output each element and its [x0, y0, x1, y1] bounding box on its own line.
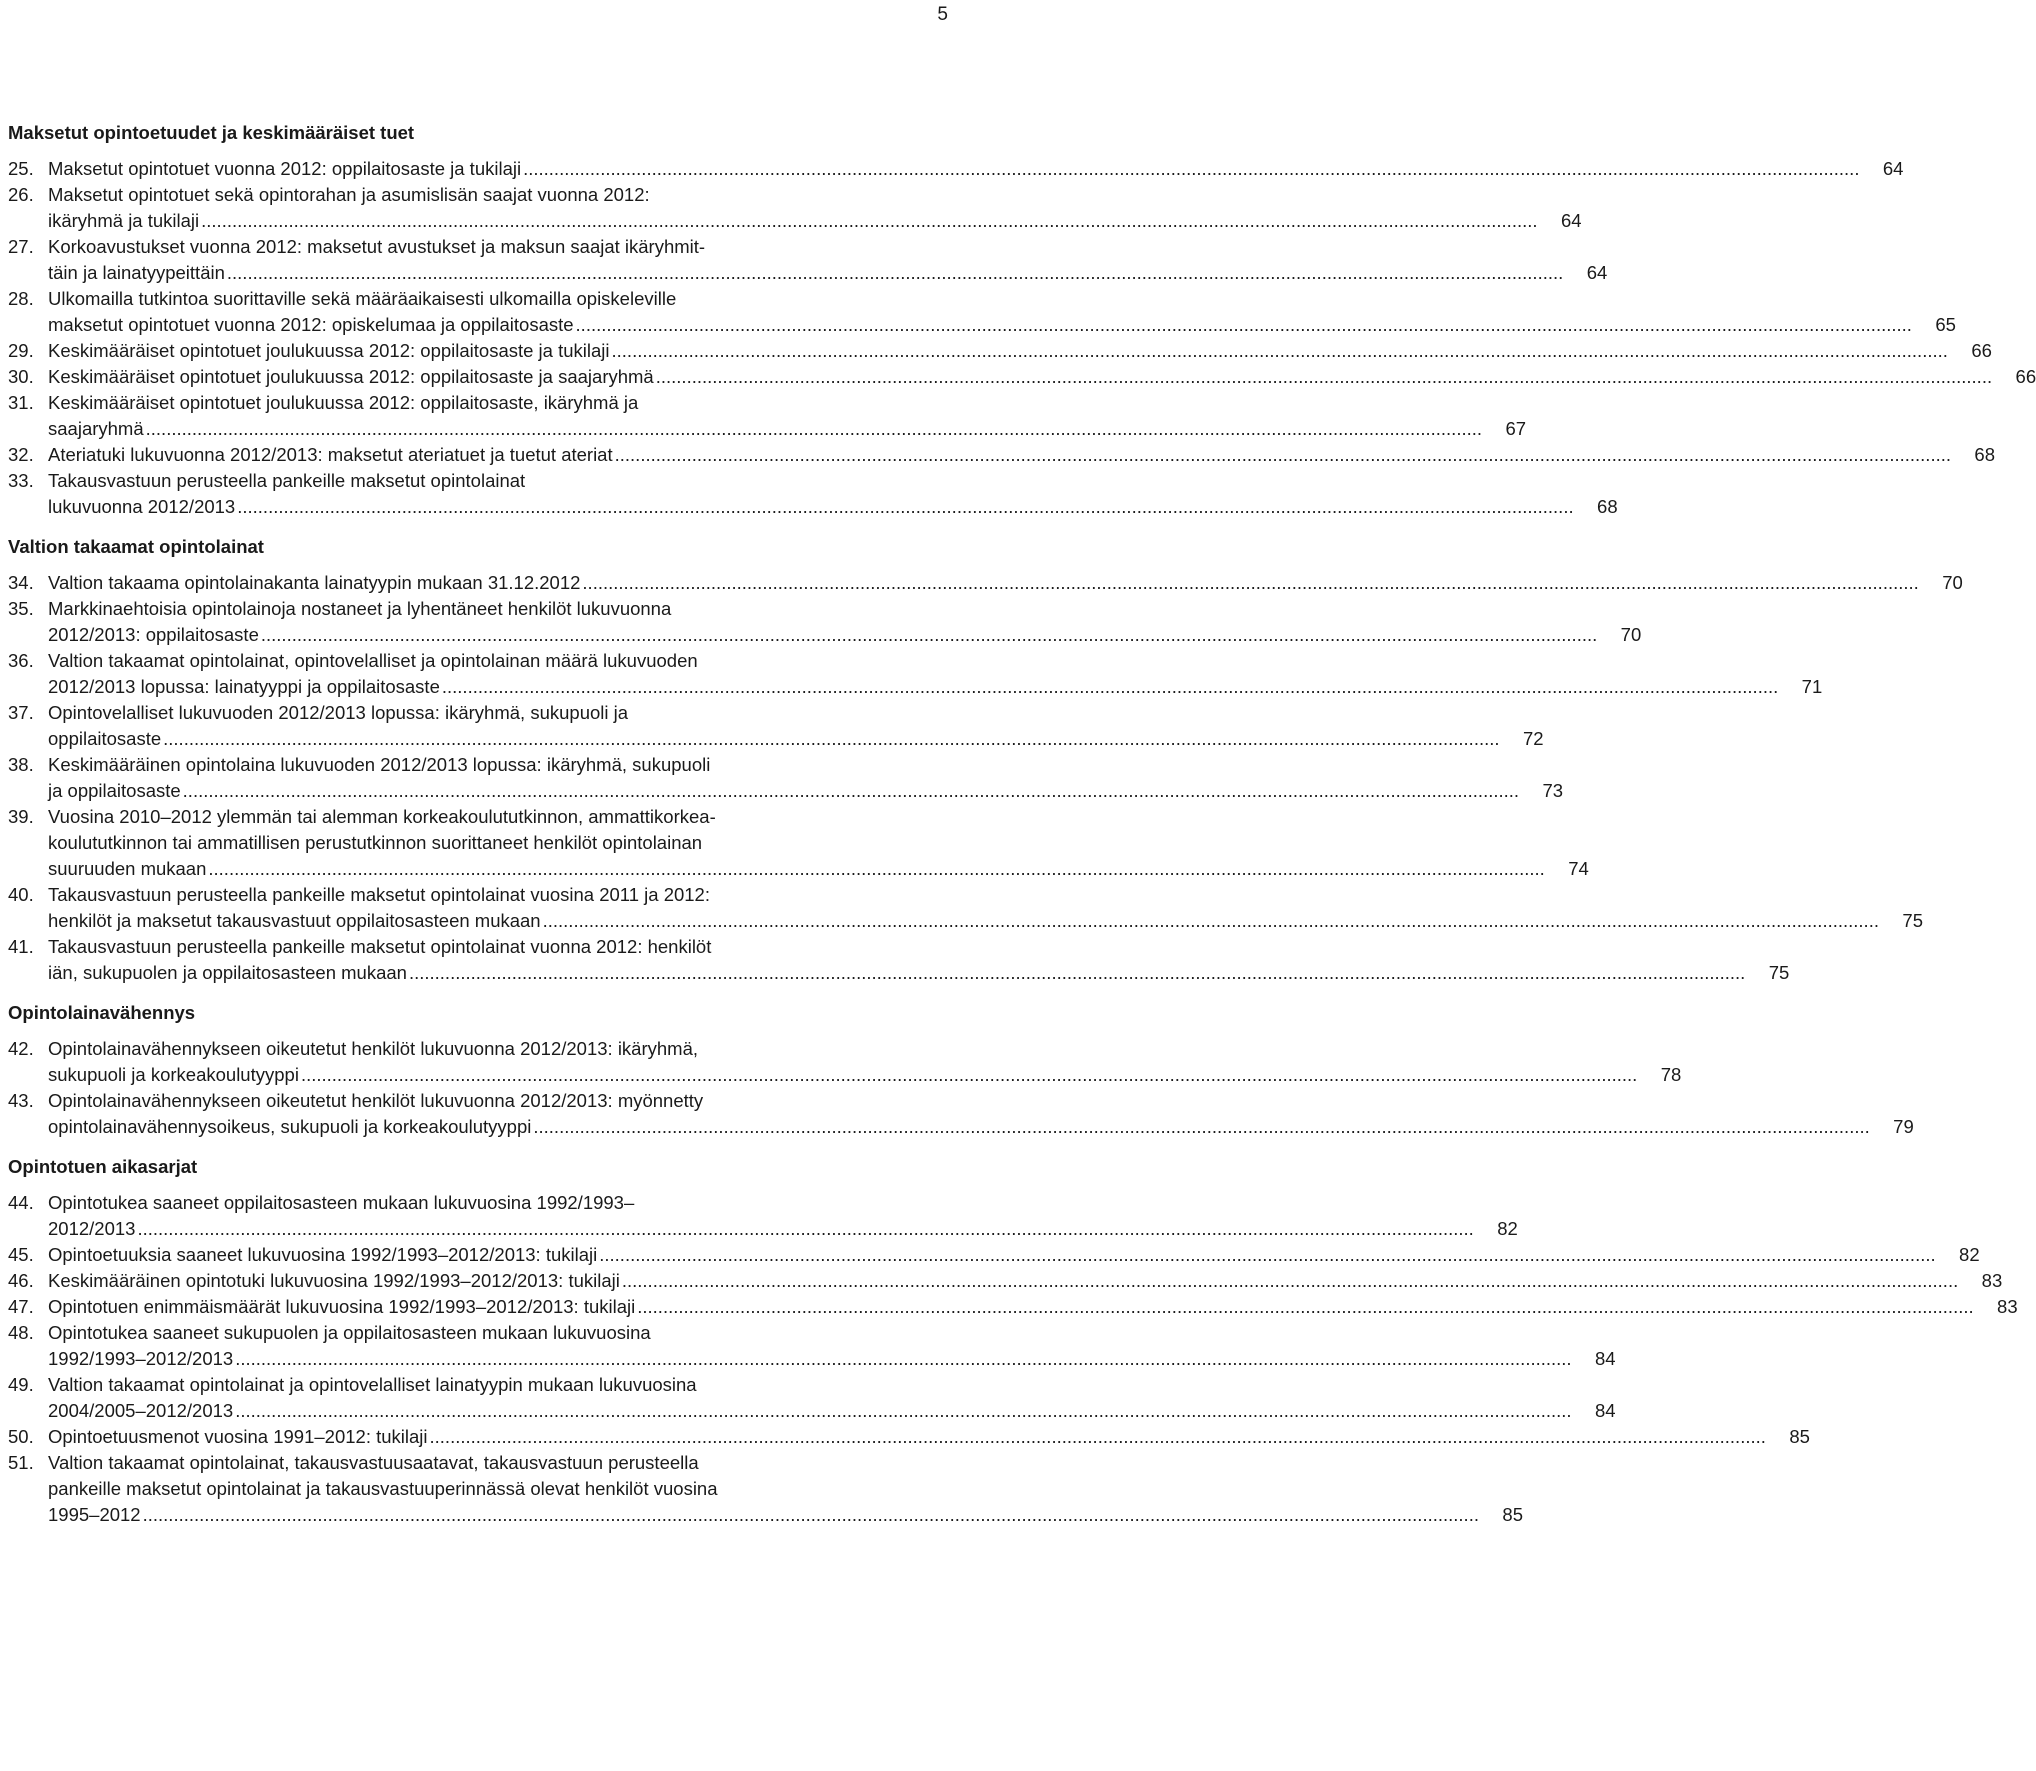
toc-entry-line: Vuosina 2010–2012 ylemmän tai alemman korkeakoulututkinnon, ammattikorkea- — [48, 806, 716, 827]
toc-entry[interactable] — [8, 234, 1608, 286]
toc-entry-line: ja oppilaitosaste — [48, 780, 181, 801]
toc-entry-line: 2012/2013 lopussa: lainatyyppi ja oppilaitosaste — [48, 676, 440, 697]
toc-entry-page: 79 — [1893, 1116, 1914, 1137]
toc-entry-title — [48, 364, 2036, 390]
toc-entry[interactable] — [8, 338, 1992, 364]
section-title: Opintotuen aikasarjat — [8, 1156, 198, 1177]
dot-leader — [430, 1424, 1766, 1450]
toc-entry-page: 75 — [1902, 910, 1923, 931]
toc-entry-page: 64 — [1560, 210, 1582, 231]
toc-entry-line: Keskimääräiset opintotuet joulukuussa 2012: oppilaitosaste ja tukilaji — [48, 340, 610, 361]
dot-leader — [163, 726, 1499, 752]
toc-entry[interactable] — [8, 1320, 1616, 1372]
toc-entry[interactable] — [8, 1372, 1616, 1424]
dot-leader — [656, 364, 1992, 390]
toc-entry[interactable] — [8, 1036, 1682, 1088]
toc-entry-title — [48, 1268, 2002, 1294]
toc-entry[interactable] — [8, 286, 1956, 338]
dot-leader — [301, 1062, 1637, 1088]
toc-entry-number: 40. — [8, 884, 34, 905]
toc-entry-line: Maksetut opintotuet vuonna 2012: oppilaitosaste ja tukilaji — [48, 158, 522, 179]
toc-entry-line: 1992/1993–2012/2013 — [48, 1348, 234, 1369]
toc-entry-line: Maksetut opintotuet sekä opintorahan ja asumislisän saajat vuonna 2012: — [48, 184, 650, 205]
toc-entry-line: Keskimääräinen opintolaina lukuvuoden 2012/2013 lopussa: ikäryhmä, sukupuoli — [48, 754, 711, 775]
toc-entry-number: 44. — [8, 1192, 34, 1213]
toc-entry-line: Ateriatuki lukuvuonna 2012/2013: maksetut ateriatuet ja tuetut ateriat — [48, 444, 613, 465]
toc-entry-line: Korkoavustukset vuonna 2012: maksetut avustukset ja maksun saajat ikäryhmit- — [48, 236, 706, 257]
toc-entry-number: 34. — [8, 572, 34, 593]
toc-entry-line: saajaryhmä — [48, 418, 144, 439]
toc-entry-line: Valtion takaamat opintolainat, takausvastuusaatavat, takausvastuun perusteella — [48, 1452, 699, 1473]
toc-entry-title — [48, 596, 1641, 648]
toc-entry-title — [48, 1320, 1616, 1372]
toc-entry-line: 2012/2013 — [48, 1218, 136, 1239]
toc-entry-line: maksetut opintotuet vuonna 2012: opiskelumaa ja oppilaitosaste — [48, 314, 574, 335]
toc-entry-title — [48, 182, 1582, 234]
toc-entry-line: Takausvastuun perusteella pankeille maksetut opintolainat — [48, 470, 526, 491]
toc-entry[interactable] — [8, 364, 2036, 390]
toc-entry-line: täin ja lainatyypeittäin — [48, 262, 225, 283]
section-title: Opintolainavähennys — [8, 1002, 196, 1023]
dot-leader — [201, 208, 1537, 234]
toc-entry-page: 67 — [1505, 418, 1527, 439]
toc-entry-page: 82 — [1497, 1218, 1518, 1239]
toc-entry-line: Opintotukea saaneet sukupuolen ja oppilaitosasteen mukaan lukuvuosina — [48, 1322, 651, 1343]
toc-entry-title — [48, 648, 1822, 700]
toc-entry-line: iän, sukupuolen ja oppilaitosasteen mukaan — [48, 962, 407, 983]
dot-leader — [599, 1242, 1935, 1268]
toc-entry-number: 37. — [8, 702, 34, 723]
toc-entry-page: 72 — [1522, 728, 1544, 749]
toc-entry-page: 85 — [1789, 1426, 1810, 1447]
toc-section — [8, 1154, 2018, 1528]
toc-entry-line: lukuvuonna 2012/2013 — [48, 496, 236, 517]
dot-leader — [146, 416, 1482, 442]
dot-leader — [261, 622, 1597, 648]
toc-entry-page: 66 — [2015, 366, 2036, 387]
toc-entry-line: 2004/2005–2012/2013 — [48, 1400, 234, 1421]
toc-entry-title — [48, 1424, 1810, 1450]
toc-entry-line: Opintotuen enimmäismäärät lukuvuosina 1992/1993–2012/2013: tukilaji — [48, 1296, 636, 1317]
toc-entry-page: 64 — [1586, 262, 1608, 283]
toc-entry-number: 28. — [8, 288, 34, 309]
dot-leader — [622, 1268, 1958, 1294]
toc-entry-number: 36. — [8, 650, 34, 671]
section-title: Maksetut opintoetuudet ja keskimääräiset tuet — [8, 122, 415, 143]
toc-entry-number: 31. — [8, 392, 34, 413]
toc-entry-line: Opintolainavähennykseen oikeutetut henkilöt lukuvuonna 2012/2013: ikäryhmä, — [48, 1038, 699, 1059]
toc-entry-line: suuruuden mukaan — [48, 858, 207, 879]
toc-entry[interactable] — [8, 934, 1790, 986]
toc-entry-page: 68 — [1597, 496, 1618, 517]
toc-entry-number: 45. — [8, 1244, 34, 1265]
toc-entry-title — [48, 156, 1903, 182]
dot-leader — [576, 312, 1912, 338]
dot-leader — [208, 856, 1544, 882]
toc-entry-title — [48, 570, 1963, 596]
toc-entry[interactable] — [8, 570, 1963, 596]
dot-leader — [612, 338, 1948, 364]
toc-entry[interactable] — [8, 390, 1527, 442]
dot-leader — [533, 1114, 1869, 1140]
toc-entry[interactable] — [8, 182, 1582, 234]
dot-leader — [523, 156, 1859, 182]
toc-entry-title — [48, 234, 1607, 286]
section-title: Valtion takaamat opintolainat — [8, 536, 264, 557]
toc-entry-line: Opintoetuusmenot vuosina 1991–2012: tukilaji — [48, 1426, 428, 1447]
toc-entry[interactable] — [8, 648, 1823, 700]
toc-entry-line: Keskimääräiset opintotuet joulukuussa 2012: oppilaitosaste ja saajaryhmä — [48, 366, 654, 387]
toc-entry-number: 30. — [8, 366, 34, 387]
toc-entry[interactable] — [8, 1450, 1523, 1528]
toc-entry-page: 65 — [1935, 314, 1956, 335]
toc-entry-title — [48, 338, 1992, 364]
toc-entry-page: 64 — [1882, 158, 1904, 179]
toc-entry-line: Opintoetuuksia saaneet lukuvuosina 1992/1993–2012/2013: tukilaji — [48, 1244, 598, 1265]
toc-entry-page: 85 — [1502, 1504, 1523, 1525]
toc-entry-line: ikäryhmä ja tukilaji — [48, 210, 200, 231]
dot-leader — [235, 1346, 1571, 1372]
toc-entry[interactable] — [8, 596, 1642, 648]
toc-entry-number: 42. — [8, 1038, 34, 1059]
toc-section — [8, 1000, 1914, 1140]
toc-entry-page: 83 — [1981, 1270, 2003, 1291]
toc-entry-number: 33. — [8, 470, 34, 491]
toc-entry-title — [48, 1036, 1681, 1088]
dot-leader — [183, 778, 1519, 804]
toc-entry-line: Valtion takaamat opintolainat, opintovelalliset ja opintolainan määrä lukuvuoden — [48, 650, 698, 671]
toc-entry-page: 73 — [1542, 780, 1564, 801]
toc-entry-title — [48, 882, 1923, 934]
dot-leader — [235, 1398, 1571, 1424]
toc-entry[interactable] — [8, 700, 1544, 752]
toc-entry-page: 71 — [1801, 676, 1823, 697]
page-number: 5 — [937, 4, 948, 25]
toc-entry-line: Takausvastuun perusteella pankeille maksetut opintolainat vuonna 2012: henkilöt — [48, 936, 712, 957]
toc-entry[interactable] — [8, 468, 1618, 520]
toc-entry-page: 66 — [1971, 340, 1992, 361]
toc-section — [8, 120, 2036, 520]
toc-entry-title — [48, 1088, 1914, 1140]
toc-entry[interactable] — [8, 1268, 2003, 1294]
toc-entry-number: 25. — [8, 158, 34, 179]
toc-entry-number: 49. — [8, 1374, 34, 1395]
toc-entry-number: 48. — [8, 1322, 34, 1343]
toc-entry-title — [48, 1242, 1980, 1268]
toc-entry-number: 50. — [8, 1426, 34, 1447]
toc-entry-title — [48, 1294, 2018, 1320]
toc-entry[interactable] — [8, 1190, 1518, 1242]
toc-entry-number: 51. — [8, 1452, 34, 1473]
toc-entry-page: 83 — [1997, 1296, 2018, 1317]
toc-entry-page: 70 — [1942, 572, 1963, 593]
toc-entry-line: 1995–2012 — [48, 1504, 141, 1525]
dot-leader — [137, 1216, 1473, 1242]
dot-leader — [543, 908, 1879, 934]
toc-entry-line: koulututkinnon tai ammatillisen perustutkinnon suorittaneet henkilöt opintolainan — [48, 832, 703, 853]
toc-entry-line: Takausvastuun perusteella pankeille maksetut opintolainat vuosina 2011 ja 2012: — [48, 884, 710, 905]
toc-entry[interactable] — [8, 1088, 1914, 1140]
toc-entry-number: 38. — [8, 754, 34, 775]
toc-entry[interactable] — [8, 1424, 1810, 1450]
toc-entry-page: 78 — [1660, 1064, 1682, 1085]
toc-entry-line: Markkinaehtoisia opintolainoja nostaneet ja lyhentäneet henkilöt lukuvuonna — [48, 598, 672, 619]
dot-leader — [442, 674, 1778, 700]
toc-entry-page: 74 — [1568, 858, 1589, 879]
toc-entry-title — [48, 286, 1956, 338]
toc-entry[interactable] — [8, 1294, 2018, 1320]
dot-leader — [227, 260, 1563, 286]
toc-entry-number: 29. — [8, 340, 34, 361]
toc-entry-line: Ulkomailla tutkintoa suorittaville sekä määräaikaisesti ulkomailla opiskeleville — [48, 288, 677, 309]
toc-entry-title — [48, 1372, 1616, 1424]
toc-entry-page: 84 — [1595, 1348, 1616, 1369]
toc-entry-line: Opintovelalliset lukuvuoden 2012/2013 lopussa: ikäryhmä, sukupuoli ja — [48, 702, 629, 723]
dot-leader — [637, 1294, 1973, 1320]
toc-entry[interactable] — [8, 156, 1904, 182]
toc-entry-number: 32. — [8, 444, 34, 465]
toc-section — [8, 534, 1963, 986]
toc-entry[interactable] — [8, 804, 1589, 882]
toc-entry-line: Valtion takaama opintolainakanta lainatyypin mukaan 31.12.2012 — [48, 572, 581, 593]
toc-entry-title — [48, 1190, 1518, 1242]
toc-entry-line: 2012/2013: oppilaitosaste — [48, 624, 259, 645]
toc-entry-number: 26. — [8, 184, 34, 205]
toc-entry-number: 39. — [8, 806, 34, 827]
toc-entry-title — [48, 442, 1995, 468]
toc-entry-line: sukupuoli ja korkeakoulutyyppi — [48, 1064, 299, 1085]
toc-entry-title — [48, 804, 1589, 882]
toc-entry-number: 43. — [8, 1090, 34, 1111]
toc-entry-number: 41. — [8, 936, 34, 957]
dot-leader — [143, 1502, 1479, 1528]
toc-entry-number: 47. — [8, 1296, 34, 1317]
toc-entry-line: Opintotukea saaneet oppilaitosasteen mukaan lukuvuosina 1992/1993– — [48, 1192, 635, 1213]
toc-entry-number: 35. — [8, 598, 34, 619]
toc-entry-number: 27. — [8, 236, 34, 257]
toc-entry-title — [48, 752, 1563, 804]
toc-entry-title — [48, 390, 1526, 442]
toc-entry-title — [48, 700, 1544, 752]
dot-leader — [409, 960, 1745, 986]
toc-entry[interactable] — [8, 882, 1923, 934]
toc-entry-title — [48, 934, 1789, 986]
dot-leader — [582, 570, 1918, 596]
toc-entry-line: Keskimääräinen opintotuki lukuvuosina 1992/1993–2012/2013: tukilaji — [48, 1270, 620, 1291]
toc-entry-number: 46. — [8, 1270, 34, 1291]
dot-leader — [237, 494, 1573, 520]
toc-entry-page: 82 — [1959, 1244, 1980, 1265]
toc-entry[interactable] — [8, 752, 1564, 804]
toc-entry[interactable] — [8, 1242, 1980, 1268]
toc-entry-line: Valtion takaamat opintolainat ja opintovelalliset lainatyypin mukaan lukuvuosina — [48, 1374, 697, 1395]
toc-entry-page: 84 — [1595, 1400, 1616, 1421]
toc-entry-title — [48, 1450, 1523, 1528]
toc-entry-page: 75 — [1768, 962, 1790, 983]
toc-entry-page: 68 — [1974, 444, 1995, 465]
dot-leader — [615, 442, 1951, 468]
toc-entry-line: opintolainavähennysoikeus, sukupuoli ja korkeakoulutyyppi — [48, 1116, 532, 1137]
toc-entry-line: henkilöt ja maksetut takausvastuut oppilaitosasteen mukaan — [48, 910, 541, 931]
table-of-contents — [8, 120, 2036, 1542]
toc-entry-line: Opintolainavähennykseen oikeutetut henkilöt lukuvuonna 2012/2013: myönnetty — [48, 1090, 704, 1111]
toc-entry-title — [48, 468, 1618, 520]
toc-entry[interactable] — [8, 442, 1995, 468]
toc-entry-page: 70 — [1620, 624, 1642, 645]
toc-entry-line: Keskimääräiset opintotuet joulukuussa 2012: oppilaitosaste, ikäryhmä ja — [48, 392, 639, 413]
toc-entry-line: oppilaitosaste — [48, 728, 162, 749]
toc-entry-line: pankeille maksetut opintolainat ja takausvastuuperinnässä olevat henkilöt vuosina — [48, 1478, 718, 1499]
